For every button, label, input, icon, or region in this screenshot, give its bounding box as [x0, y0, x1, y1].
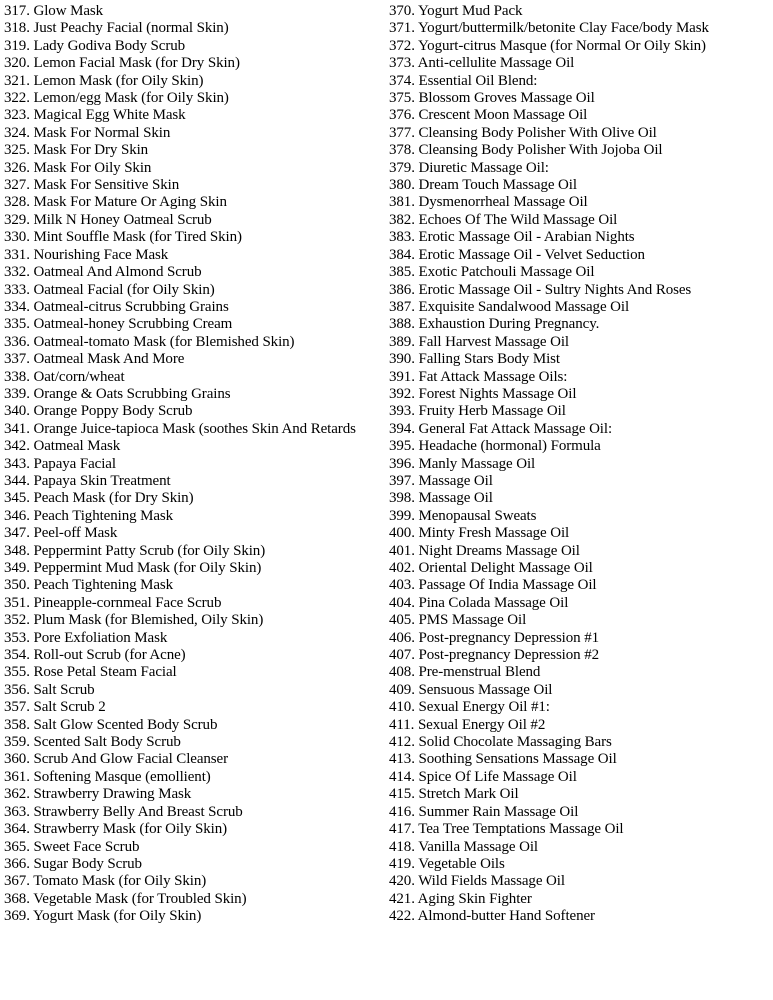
list-item: 411. Sexual Energy Oil #2: [389, 716, 546, 733]
list-item: 354. Roll-out Scrub (for Acne): [4, 647, 186, 664]
list-item: 317. Glow Mask: [4, 3, 104, 19]
list-item: 381. Dysmenorrheal Massage Oil: [389, 194, 588, 211]
list-item: 323. Magical Egg White Mask: [4, 107, 186, 124]
list-item: 388. Exhaustion During Pregnancy.: [389, 316, 600, 333]
list-item: 353. Pore Exfoliation Mask: [4, 629, 168, 646]
list-item: 369. Yogurt Mask (for Oily Skin): [4, 908, 202, 925]
list-item: 345. Peach Mask (for Dry Skin): [4, 490, 194, 507]
list-item: 413. Soothing Sensations Massage Oil: [389, 751, 617, 768]
list-item: 398. Massage Oil: [389, 490, 493, 507]
list-item: 362. Strawberry Drawing Mask: [4, 786, 192, 803]
list-item: 335. Oatmeal-honey Scrubbing Cream: [4, 316, 233, 333]
list-item: 403. Passage Of India Massage Oil: [389, 577, 597, 594]
list-item: 326. Mask For Oily Skin: [4, 159, 152, 176]
list-item: 415. Stretch Mark Oil: [389, 786, 519, 803]
list-item: 419. Vegetable Oils: [389, 855, 505, 872]
list-item: 329. Milk N Honey Oatmeal Scrub: [4, 211, 212, 228]
list-item: 360. Scrub And Glow Facial Cleanser: [4, 751, 228, 768]
list-item: 378. Cleansing Body Polisher With Jojoba Oil: [389, 142, 663, 159]
list-item: 408. Pre-menstrual Blend: [389, 664, 541, 681]
list-item: 392. Forest Nights Massage Oil: [389, 385, 577, 402]
list-item: 341. Orange Juice-tapioca Mask (soothes Skin And Retards: [4, 420, 356, 437]
list-item: 318. Just Peachy Facial (normal Skin): [4, 20, 229, 37]
list-item: 327. Mask For Sensitive Skin: [4, 177, 180, 194]
list-item: 344. Papaya Skin Treatment: [4, 472, 171, 489]
list-item: 376. Crescent Moon Massage Oil: [389, 107, 588, 124]
list-item: 337. Oatmeal Mask And More: [4, 351, 185, 368]
list-item: 355. Rose Petal Steam Facial: [4, 664, 177, 681]
list-item: 414. Spice Of Life Massage Oil: [389, 768, 577, 785]
list-item: 399. Menopausal Sweats: [389, 507, 537, 524]
list-item: 421. Aging Skin Fighter: [389, 890, 532, 907]
list-item: 336. Oatmeal-tomato Mask (for Blemished Skin): [4, 333, 295, 350]
list-item: 375. Blossom Groves Massage Oil: [389, 90, 595, 107]
list-item: 406. Post-pregnancy Depression #1: [389, 629, 599, 646]
list-item: 422. Almond-butter Hand Softener: [389, 908, 595, 925]
list-item: 350. Peach Tightening Mask: [4, 577, 174, 594]
list-item: 389. Fall Harvest Massage Oil: [389, 333, 569, 350]
list-item: 365. Sweet Face Scrub: [4, 838, 140, 855]
list-item: 370. Yogurt Mud Pack: [389, 3, 523, 19]
list-item: 384. Erotic Massage Oil - Velvet Seduction: [389, 246, 645, 263]
list-item: 334. Oatmeal-citrus Scrubbing Grains: [4, 298, 229, 315]
list-item: 382. Echoes Of The Wild Massage Oil: [389, 211, 618, 228]
list-item: 383. Erotic Massage Oil - Arabian Nights: [389, 229, 635, 246]
list-item: 357. Salt Scrub 2: [4, 699, 106, 716]
list-item: 346. Peach Tightening Mask: [4, 507, 174, 524]
recipe-list-right-column: [389, 3, 771, 926]
list-item: 333. Oatmeal Facial (for Oily Skin): [4, 281, 215, 298]
list-item: 380. Dream Touch Massage Oil: [389, 177, 577, 194]
list-item: 387. Exquisite Sandalwood Massage Oil: [389, 298, 630, 315]
list-item: 320. Lemon Facial Mask (for Dry Skin): [4, 55, 240, 72]
list-item: 393. Fruity Herb Massage Oil: [389, 403, 566, 420]
list-item: 373. Anti-cellulite Massage Oil: [389, 55, 575, 72]
list-item: 361. Softening Masque (emollient): [4, 768, 211, 785]
list-item: 409. Sensuous Massage Oil: [389, 681, 553, 698]
list-item: 410. Sexual Energy Oil #1:: [389, 699, 550, 716]
list-item: 420. Wild Fields Massage Oil: [389, 873, 565, 890]
list-item: 397. Massage Oil: [389, 472, 493, 489]
list-item: 332. Oatmeal And Almond Scrub: [4, 264, 202, 281]
list-item: 358. Salt Glow Scented Body Scrub: [4, 716, 218, 733]
list-item: 391. Fat Attack Massage Oils:: [389, 368, 568, 385]
list-item: 390. Falling Stars Body Mist: [389, 351, 560, 368]
list-item: 356. Salt Scrub: [4, 681, 95, 698]
list-item: 340. Orange Poppy Body Scrub: [4, 403, 193, 420]
list-item: 325. Mask For Dry Skin: [4, 142, 149, 159]
list-item: 322. Lemon/egg Mask (for Oily Skin): [4, 90, 229, 107]
list-item: 401. Night Dreams Massage Oil: [389, 542, 580, 559]
list-item: 386. Erotic Massage Oil - Sultry Nights And Roses: [389, 281, 692, 298]
list-item: 372. Yogurt-citrus Masque (for Normal Or Oily Skin): [389, 37, 706, 54]
list-item: 319. Lady Godiva Body Scrub: [4, 37, 186, 54]
list-item: 359. Scented Salt Body Scrub: [4, 734, 181, 751]
list-item: 368. Vegetable Mask (for Troubled Skin): [4, 890, 247, 907]
list-item: 351. Pineapple-cornmeal Face Scrub: [4, 594, 222, 611]
list-item: 330. Mint Souffle Mask (for Tired Skin): [4, 229, 242, 246]
list-item: 367. Tomato Mask (for Oily Skin): [4, 873, 207, 890]
list-item: 405. PMS Massage Oil: [389, 612, 527, 629]
list-item: 396. Manly Massage Oil: [389, 455, 536, 472]
list-item: 417. Tea Tree Temptations Massage Oil: [389, 821, 624, 838]
list-item: 338. Oat/corn/wheat: [4, 368, 125, 385]
list-item: 321. Lemon Mask (for Oily Skin): [4, 72, 204, 89]
list-item: 407. Post-pregnancy Depression #2: [389, 647, 599, 664]
list-item: 395. Headache (hormonal) Formula: [389, 438, 601, 455]
list-item: 342. Oatmeal Mask: [4, 438, 121, 455]
list-item: 352. Plum Mask (for Blemished, Oily Skin): [4, 612, 264, 629]
list-item: 339. Orange & Oats Scrubbing Grains: [4, 385, 231, 402]
list-item: 343. Papaya Facial: [4, 455, 116, 472]
list-item: 363. Strawberry Belly And Breast Scrub: [4, 803, 243, 820]
list-item: 394. General Fat Attack Massage Oil:: [389, 420, 613, 437]
list-item: 385. Exotic Patchouli Massage Oil: [389, 264, 595, 281]
recipe-list-left-column: [4, 3, 376, 926]
list-item: 400. Minty Fresh Massage Oil: [389, 525, 570, 542]
list-item: 402. Oriental Delight Massage Oil: [389, 560, 593, 576]
list-item: 418. Vanilla Massage Oil: [389, 838, 538, 855]
list-item: 324. Mask For Normal Skin: [4, 124, 171, 141]
list-item: 404. Pina Colada Massage Oil: [389, 594, 569, 611]
list-item: 377. Cleansing Body Polisher With Olive Oil: [389, 124, 657, 141]
list-item: 348. Peppermint Patty Scrub (for Oily Skin): [4, 542, 266, 559]
list-item: 366. Sugar Body Scrub: [4, 855, 142, 872]
list-item: 364. Strawberry Mask (for Oily Skin): [4, 821, 228, 838]
list-item: 347. Peel-off Mask: [4, 525, 118, 542]
list-item: 331. Nourishing Face Mask: [4, 246, 169, 263]
list-item: 379. Diuretic Massage Oil:: [389, 159, 549, 176]
list-item: 374. Essential Oil Blend:: [389, 72, 538, 89]
list-item: 328. Mask For Mature Or Aging Skin: [4, 194, 227, 211]
list-item: 412. Solid Chocolate Massaging Bars: [389, 734, 612, 751]
list-item: 371. Yogurt/buttermilk/betonite Clay Face/body Mask: [389, 20, 709, 37]
list-item: 416. Summer Rain Massage Oil: [389, 803, 579, 820]
list-item: 349. Peppermint Mud Mask (for Oily Skin): [4, 560, 262, 576]
